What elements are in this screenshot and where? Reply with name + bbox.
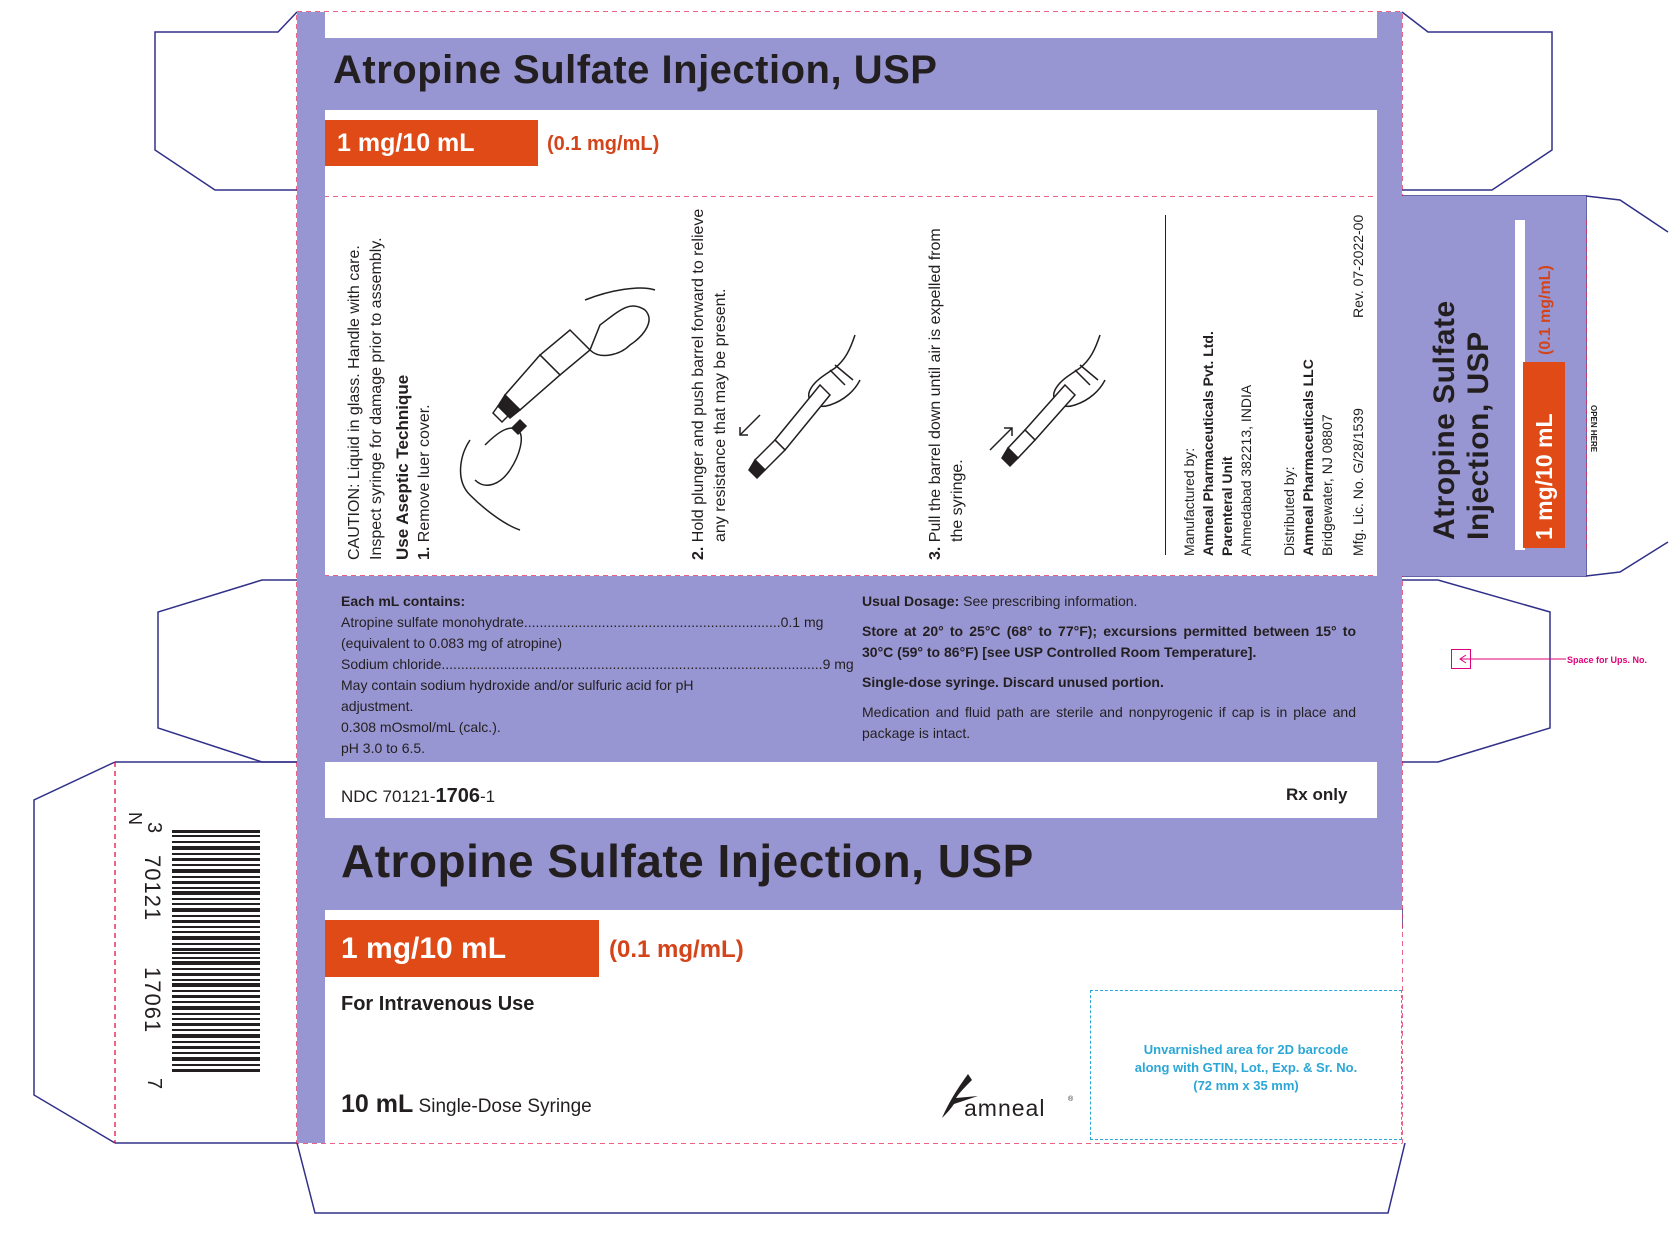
leader-dots: .................................................................. [523, 614, 781, 630]
top-concentration: (0.1 mg/mL) [547, 133, 660, 155]
ndc-number [341, 785, 495, 808]
manufacturer-divider [1165, 215, 1166, 555]
storage-text: Store at 20° to 25°C (68° to 77°F); excursions permitted between 15° to 30°C (59° to 86°F) [see USP Controlled Room Temperature]. [862, 623, 1356, 660]
upc-digit-group-3: 17061 [140, 967, 165, 1034]
step-2-number: 2. [690, 546, 707, 560]
step-3-number: 3. [927, 546, 944, 560]
technique-heading: Use Aseptic Technique [393, 374, 412, 560]
front-concentration: (0.1 mg/mL) [609, 936, 744, 963]
composition-line-1 [341, 612, 824, 633]
single-dose-text: Single-dose syringe. Discard unused portion. [862, 674, 1164, 690]
sodium-chloride-label: Sodium chloride [341, 656, 442, 672]
manufacturer-block [1180, 331, 1256, 556]
upc-bars [172, 830, 260, 1074]
ups-arrow-icon [1458, 653, 1568, 665]
step-2-text-line-2: any resistance that may be present. [712, 288, 729, 542]
step-3-illustration [990, 330, 1160, 500]
step-1-number: 1. [416, 546, 433, 560]
composition-line-5: 0.308 mOsmol/mL (calc.). [341, 719, 501, 735]
step-2-block [688, 209, 732, 560]
caution-block [344, 237, 436, 560]
front-strength-badge: 1 mg/10 mL [325, 920, 599, 977]
barcode-area-text [1090, 1041, 1402, 1095]
volume-label [341, 1090, 592, 1119]
step-3-text-line-2: the syringe. [949, 459, 966, 542]
step-1-text: Remove luer cover. [416, 404, 433, 543]
brand-name: amneal [964, 1095, 1046, 1121]
top-product-name: Atropine Sulfate Injection, USP [333, 48, 938, 92]
mfg-license: Mfg. Lic. No. G/28/1539 [1350, 408, 1366, 556]
registered-mark: ® [1068, 1096, 1074, 1103]
ndc-prefix: NDC 70121- [341, 787, 436, 806]
dosage-label: Usual Dosage: [862, 593, 960, 609]
top-strength-badge: 1 mg/10 mL [325, 120, 538, 166]
dosage-block [862, 591, 1356, 744]
composition-heading: Each mL contains: [341, 593, 466, 609]
leader-dots: .................................................................................................. [441, 656, 823, 672]
composition-line-2: (equivalent to 0.083 mg of atropine) [341, 635, 563, 651]
side-product-name-line-2: Injection, USP [1462, 331, 1495, 540]
open-here-label: OPEN HERE [1589, 405, 1598, 453]
dosage-text: See prescribing information. [963, 593, 1138, 609]
upc-digit-1: 3 [143, 822, 165, 834]
ndc-suffix: -1 [480, 787, 496, 806]
ndc-product-code: 1706 [435, 785, 480, 807]
revision: Rev. 07-2022-00 [1350, 214, 1366, 318]
top-panel-strip [325, 12, 1377, 38]
instructions-left-border [297, 196, 325, 576]
barcode-area-line-2: along with GTIN, Lot., Exp. & Sr. No. [1134, 1060, 1358, 1075]
rx-only-label: Rx only [1286, 785, 1348, 804]
composition-block [341, 591, 854, 759]
step-3-block [925, 228, 969, 560]
ups-space-label: Space for Ups. No. [1567, 655, 1648, 665]
distributor-label: Distributed by: [1281, 466, 1297, 556]
sterile-note: Medication and fluid path are sterile and nonpyrogenic if cap is in place and package is intact. [862, 704, 1356, 741]
instructions-right-border [1377, 196, 1402, 576]
composition-line-4: May contain sodium hydroxide and/or sulfuric acid for pH adjustment. [341, 677, 694, 714]
composition-line-6: pH 3.0 to 6.5. [341, 740, 426, 756]
distributor-address: Bridgewater, NJ 08807 [1319, 414, 1335, 556]
step-3-text-line-1: Pull the barrel down until air is expelled from [927, 228, 944, 543]
upc-n-char: N [125, 812, 145, 825]
distributor-name: Amneal Pharmaceuticals LLC [1300, 359, 1316, 556]
caution-line-1: CAUTION: Liquid in glass. Handle with care. [346, 245, 363, 560]
upc-barcode [172, 830, 260, 1074]
route-label: For Intravenous Use [341, 993, 535, 1015]
side-concentration: (0.1 mg/mL) [1537, 265, 1554, 355]
composition-line-3 [341, 654, 854, 675]
distributor-block [1280, 359, 1337, 556]
side-product-name-line-1: Atropine Sulfate [1428, 300, 1461, 540]
step-2-text-line-1: Hold plunger and push barrel forward to relieve [690, 208, 707, 543]
manufacturer-label: Manufactured by: [1181, 447, 1197, 556]
atropine-label: Atropine sulfate monohydrate [341, 614, 524, 630]
manufacturer-unit: Parenteral Unit [1219, 456, 1235, 556]
upc-digit-group-2: 70121 [140, 855, 165, 922]
sodium-chloride-value: 9 mg [822, 656, 854, 672]
step-2-illustration [735, 330, 905, 500]
barcode-area-line-3: (72 mm x 35 mm) [1193, 1078, 1299, 1093]
volume-description: Single-Dose Syringe [418, 1096, 592, 1117]
side-product-name [1428, 300, 1496, 540]
manufacturer-address: Ahmedabad 382213, INDIA [1238, 384, 1254, 556]
manufacturer-name: Amneal Pharmaceuticals Pvt. Ltd. [1200, 331, 1216, 556]
volume-amount: 10 mL [341, 1090, 414, 1118]
atropine-value: 0.1 mg [780, 614, 824, 630]
caution-line-2: Inspect syringe for damage prior to assembly. [368, 237, 385, 560]
side-strength-text: 1 mg/10 mL [1531, 413, 1557, 540]
barcode-area-line-1: Unvarnished area for 2D barcode [1143, 1042, 1349, 1057]
step-1-illustration [450, 280, 680, 540]
front-product-name: Atropine Sulfate Injection, USP [341, 835, 1034, 887]
upc-digit-4: 7 [143, 1078, 165, 1090]
